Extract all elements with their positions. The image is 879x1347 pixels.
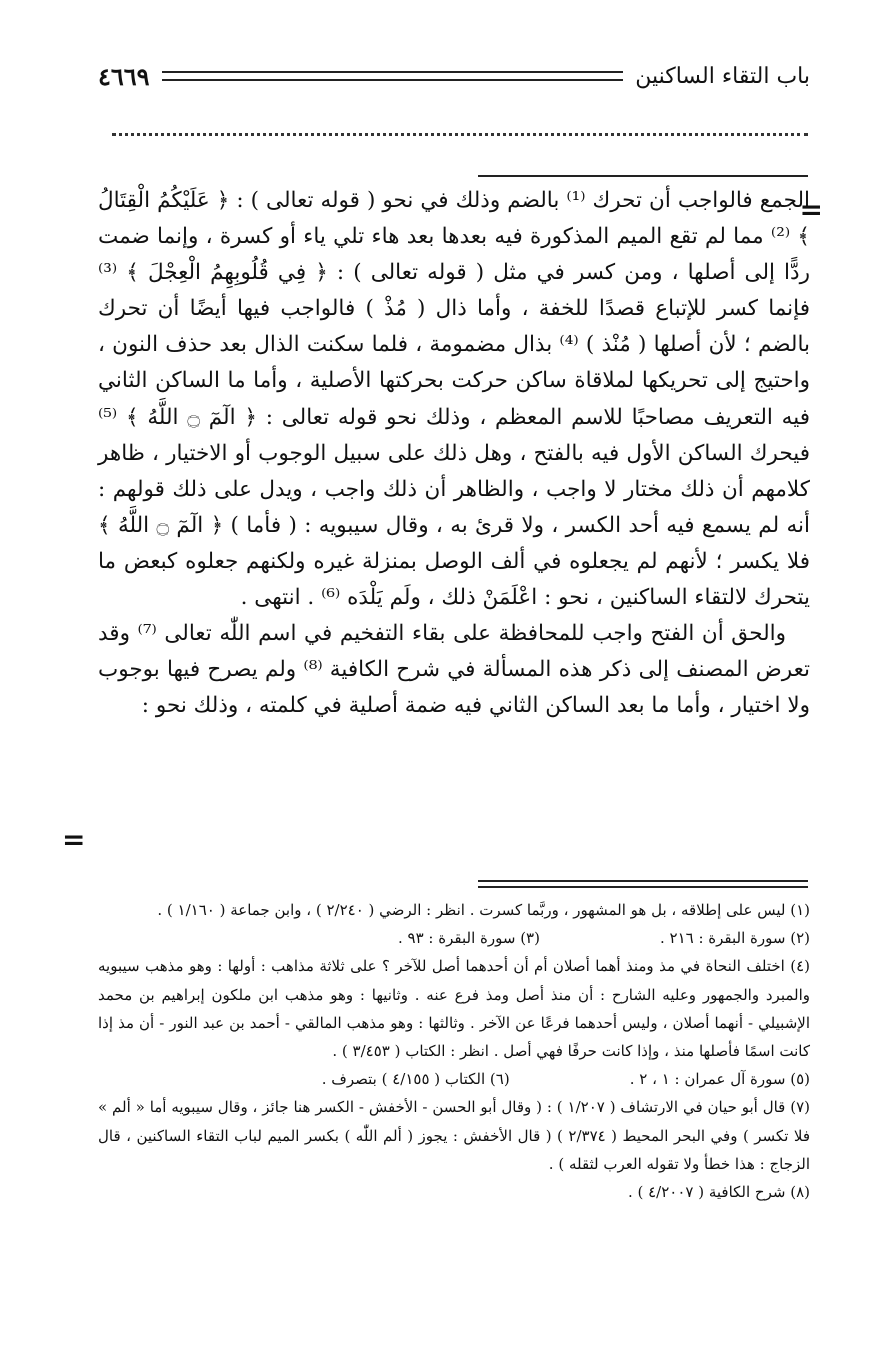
paragraph-2: والحق أن الفتح واجب للمحافظة على بقاء التفخيم في اسم اللّٰه تعالى ⁽⁷⁾ وقد تعرض المصنف إلى ذكر هذه المسألة في شرح الكافية ⁽⁸⁾ ولم يصرح فيها بوجوب ولا اختيار ، وأما ما بعد الساكن الثاني فيه ضمة أصلية في كلمته ، وذلك نحو :: [98, 621, 810, 719]
footnote-rule: [478, 880, 808, 888]
footnote-7: (٧) قال أبو حيان في الارتشاف ( ١/٢٠٧ ) : ( وقال أبو الحسن - الأخفش - الكسر هنا جائز ، وقال سيبويه أما « ألم » فلا تكسر ) وفي البحر المحيط ( ٢/٣٧٤ ) ( قال الأخفش : يجوز ( ألم اللّٰه ) بكسر الميم لباب التقاء الساكنين ، قال الزجاج : هذا خطأ ولا تقوله العرب لثقله ) .: [98, 1098, 811, 1173]
header-rule: [162, 71, 624, 81]
continuation-mark-start: =: [799, 193, 823, 226]
footnote-2: (٢) سورة البقرة : ٢١٦ .: [659, 929, 810, 948]
footnotes: [98, 896, 810, 1206]
footnote-6: (٦) الكتاب ( ٤/١٥٥ ) بتصرف .: [321, 1070, 510, 1089]
footnote-8: (٨) شرح الكافية ( ٤/٢٠٠٧ ) .: [627, 1183, 810, 1202]
footnote-3: (٣) سورة البقرة : ٩٣ .: [397, 929, 540, 948]
chapter-title: باب التقاء الساكنين: [635, 63, 810, 89]
footnote-4: (٤) اختلف النحاة في مذ ومنذ أهما أصلان أم أن أحدهما أصل للآخر ؟ على ثلاثة مذاهب : أولها : وهو مذهب سيبويه والمبرد والجمهور وعليه الشارح : أن منذ أصل ومذ فرع عنه . وثانيها : وهو مذهب ابن ملكون إبراهيم بن محمد الإشبيلي - أنهما أصلان ، وليس أحدهما فرعًا عن الآخر . وثالثها : وهو مذهب المالقي - أحمد بن عبد النور - أن مذ إذا كانت اسمًا فأصلها منذ ، وإذا كانت حرفًا فهي أصل . انظر : الكتاب ( ٣/٤٥٣ ) .: [98, 957, 810, 1061]
main-text: [98, 183, 810, 724]
footnote-1: (١) ليس على إطلاقه ، بل هو المشهور ، وربَّما كسرت . انظر : الرضي ( ٢/٢٤٠ ) ، وابن جماعة ( ١/١٦٠ ) .: [157, 901, 810, 919]
dotted-separator: [112, 133, 808, 146]
paragraph-1: الجمع فالواجب أن تحرك ⁽¹⁾ بالضم وذلك في نحو ( قوله تعالى ) : ﴿ عَلَيْكُمُ الْقِتَالُ ﴾ ⁽²⁾ مما لم تقع الميم المذكورة فيه بعدها بعد هاء تلي ياء أو كسرة ، وإنما ضمت ردًّا إلى أصلها ، ومن كسر في مثل ( قوله تعالى ) : ﴿ فِي قُلُوبِهِمُ الْعِجْلَ ﴾ ⁽³⁾ فإنما كسر للإتباع قصدًا للخفة ، وأما ذال ( مُذْ ) فالواجب فيها أيضًا أن تحرك بالضم ؛ لأن أصلها ( مُنْذ ) ⁽⁴⁾ بذال مضمومة ، فلما سكنت الذال بعد حذف النون ، واحتيج إلى تحريكها لملاقاة ساكن حركت بحركتها الأصلية ، وأما ما الساكن الثاني فيه التعريف مصاحبًا للاسم المعظم ، وذلك نحو قوله تعالى : ﴿ الٓمٓ ۝ اللَّهُ ﴾ ⁽⁵⁾ فيحرك الساكن الأول فيه بالفتح ، وهل ذلك على سبيل الوجوب أو الاختيار ، ظاهر كلامهم أن ذلك مختار لا واجب ، والظاهر أن ذلك واجب ، ويدل على ذلك قولهم : أنه لم يسمع فيه أحد الكسر ، ولا قرئ به ، وقال سيبويه : ( فأما ) ﴿ الٓمٓ ۝ اللَّهُ ﴾ فلا يكسر ؛ لأنهم لم يجعلوه في ألف الوصل بمنزلة غيره ولكنهم جعلوه كبعض ما يتحرك لالتقاء الساكنين ، نحو : اعْلَمَنْ ذلك ، ولَم يَلْدَه ⁽⁶⁾ . انتهى .: [98, 188, 810, 611]
page-number: ٤٦٦٩: [98, 61, 150, 91]
footnote-row-2-3: [98, 924, 810, 952]
footnote-row-5-6: [98, 1065, 810, 1093]
top-rule: [478, 175, 808, 177]
continuation-mark-end: =: [62, 823, 86, 856]
footnote-5: (٥) سورة آل عمران : ١ ، ٢ .: [629, 1070, 810, 1089]
page-header: [98, 58, 810, 94]
